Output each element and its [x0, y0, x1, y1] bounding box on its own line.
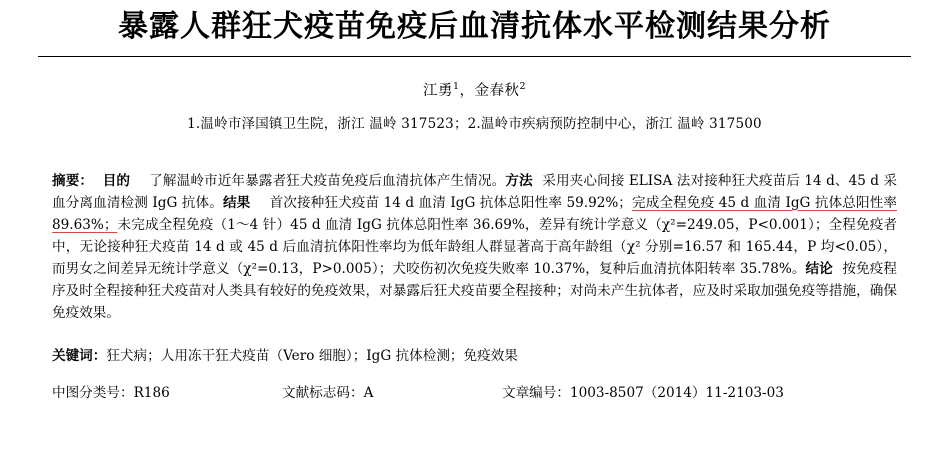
affiliation-line: 1.温岭市泽国镇卫生院，浙江 温岭 317523；2.温岭市疾病预防控制中心，浙江 温岭 317500 [187, 115, 762, 132]
abstract-conclusion-text: 按免疫程序及时全程接种狂犬疫苗对人类具有较好的免疫效果，对暴露后狂犬疫苗要全程接种；对尚未产生抗体者，应及时采取加强免疫等措施，确保免疫效果。 [52, 260, 898, 321]
paper-page [0, 8, 949, 463]
document-code-value: A [363, 385, 374, 402]
clc-label: 中图分类号： [52, 385, 134, 402]
author-1-affil-marker: 1 [452, 80, 460, 92]
clc-number [52, 381, 282, 401]
abstract-results-label: 结果 [222, 194, 251, 211]
article-id [502, 381, 784, 401]
title-divider [38, 56, 911, 57]
author-2-affil-marker: 2 [519, 80, 527, 92]
keywords-line [52, 346, 897, 368]
abstract-block [52, 170, 897, 324]
document-code [282, 381, 502, 401]
abstract-conclusion-label: 结论 [805, 260, 833, 277]
abstract-label: 摘要： [52, 172, 94, 189]
abstract-results-text-2: 未完成全程免疫（1～4 针）45 d 血清 IgG 抗体总阳性率 36.69%，差异有统计学意义（χ²=249.05，P<0.001）；全程免疫者中，无论接种狂犬疫苗 14 d 或 45 d 后血清抗体阳性率均为低年龄组人群显著高于高年龄组（χ² 分别=16.57 和 165.44，P 均<0.05），而男女之间差异无统计学意义（χ²=0.13，P>0.005）；犬咬伤初次免疫失败率 10.37%，复种后血清抗体阳转率 35.78%。 [52, 216, 897, 277]
article-id-label: 文章编号： [502, 385, 570, 402]
footer-metadata [52, 381, 897, 401]
article-id-value: 1003-8507（2014）11-2103-03 [569, 385, 784, 402]
author-separator: ， [459, 82, 475, 99]
author-1-name: 江勇 [422, 82, 453, 99]
abstract-objective-text: 了解温岭市近年暴露者狂犬疫苗免疫后血清抗体产生情况。 [149, 172, 506, 189]
page-title: 暴露人群狂犬疫苗免疫后血清抗体水平检测结果分析 [118, 9, 831, 44]
abstract-results-text-1: 首次接种狂犬疫苗 14 d 血清 IgG 抗体总阳性率 59.92%； [269, 194, 632, 211]
keywords-label: 关键词： [52, 347, 107, 364]
keywords-text: 狂犬病；人用冻干狂犬疫苗（Vero 细胞）；IgG 抗体检测；免疫效果 [106, 347, 518, 364]
abstract-methods-text: 采用夹心间接 ELISA 法对接种狂犬疫苗后 14 d、45 d 采血分离血清检测 IgG 抗体。 [52, 172, 898, 211]
clc-value: R186 [133, 385, 170, 402]
abstract-objective-label: 目的 [102, 172, 131, 189]
abstract-methods-label: 方法 [505, 172, 533, 189]
author-2-name: 金春秋 [474, 82, 520, 99]
abstract-results-highlight: 完成全程免疫 45 d 血清 IgG 抗体总阳性率 89.63%； [52, 194, 897, 233]
author-line [30, 79, 919, 100]
document-code-label: 文献标志码： [282, 385, 364, 402]
